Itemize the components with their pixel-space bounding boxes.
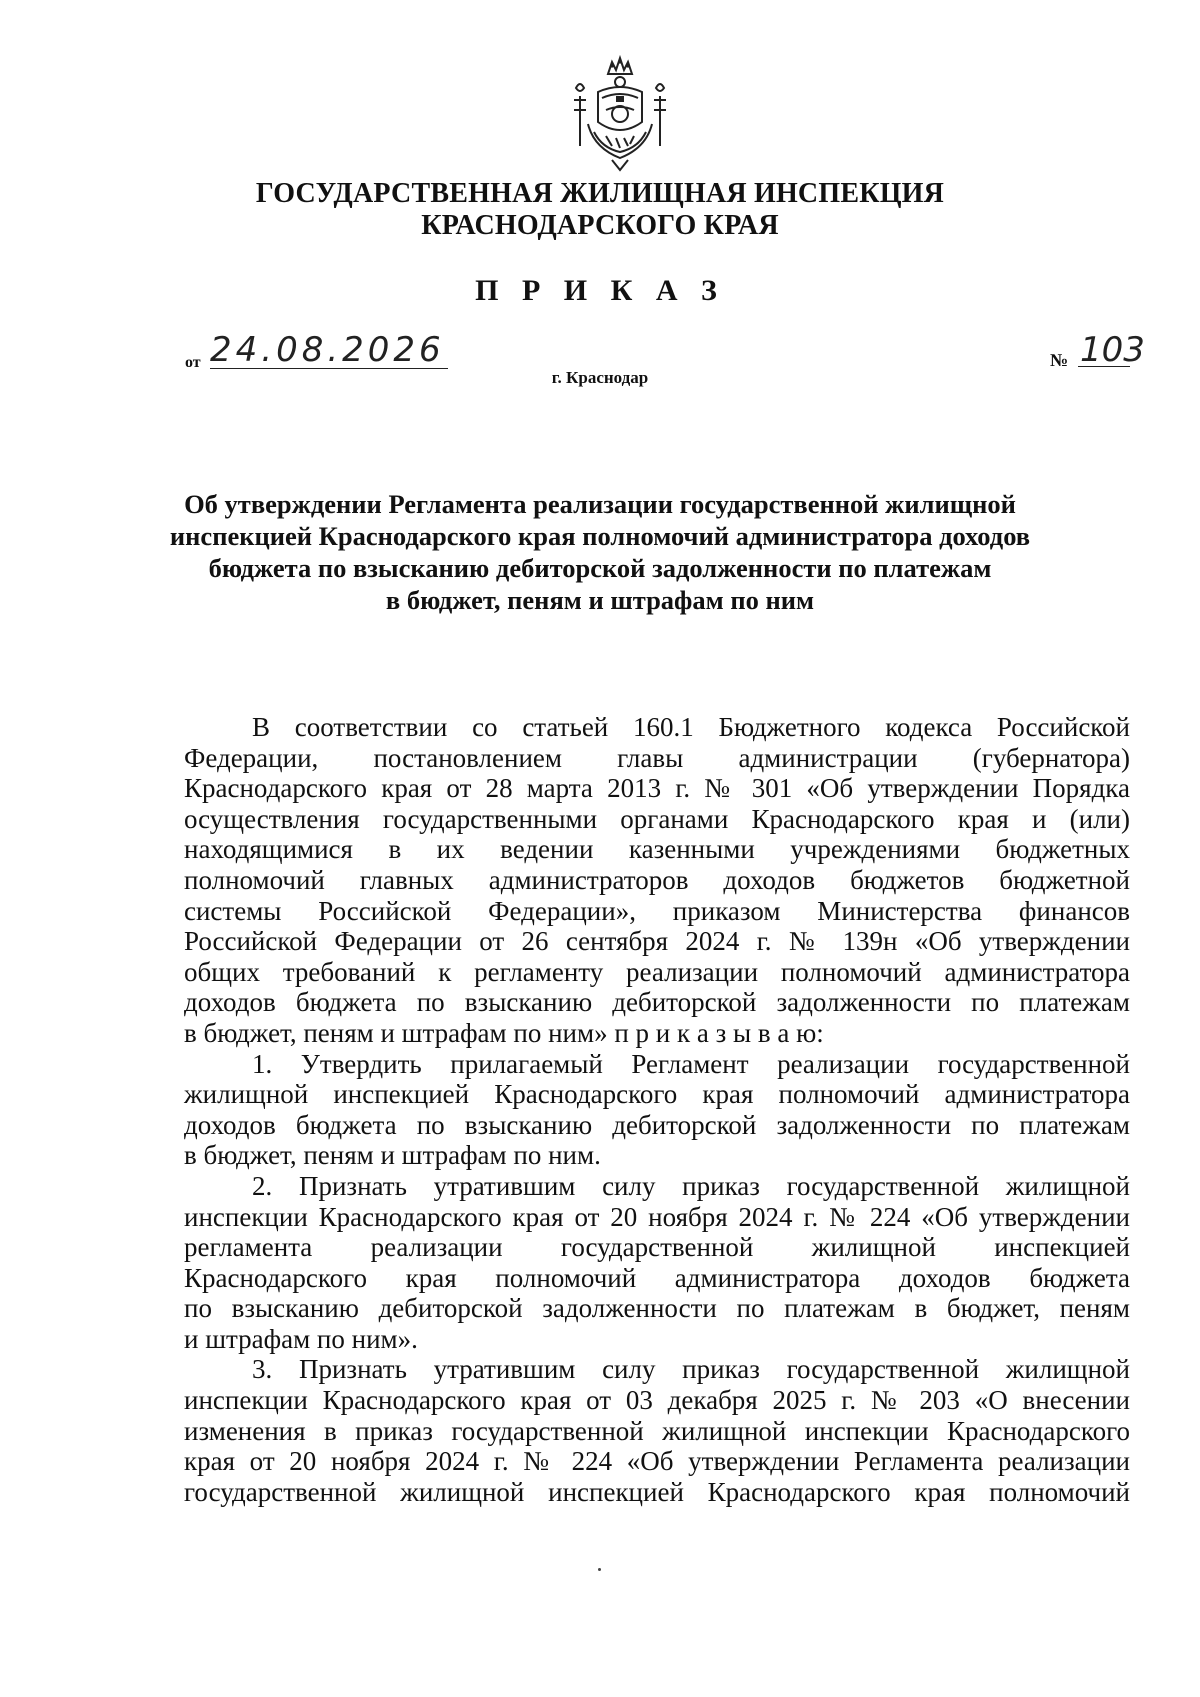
- body-text-line: регламента реализации государственной жилищной инспекцией: [184, 1232, 1130, 1263]
- body-text-line: государственной жилищной инспекцией Краснодарского края полномочий: [184, 1476, 1130, 1507]
- body-text-line: 2. Признать утратившим силу приказ государственной жилищной: [252, 1170, 1130, 1201]
- date-prefix-label: от: [185, 354, 201, 371]
- number-underline: [1078, 366, 1130, 367]
- body-text-line: края от 20 ноября 2024 г. № 224 «Об утверждении Регламента реализации: [184, 1446, 1130, 1477]
- order-title: [150, 488, 1050, 616]
- body-text-line: в бюджет, пеням и штрафам по ним.: [184, 1140, 601, 1171]
- body-text-line: по взысканию дебиторской задолженности по платежам в бюджет, пеням: [184, 1293, 1130, 1324]
- title-line: Об утверждении Регламента реализации государственной жилищной: [184, 489, 1016, 519]
- body-text-line: общих требований к регламенту реализации полномочий администратора: [184, 956, 1130, 987]
- order-body-text: [184, 712, 1130, 1507]
- body-text-line: Российской Федерации от 26 сентября 2024 г. № 139н «Об утверждении: [184, 926, 1130, 957]
- body-text-line: инспекции Краснодарского края от 20 ноября 2024 г. № 224 «Об утверждении: [184, 1201, 1130, 1232]
- handwritten-date: 24.08.2026: [210, 330, 445, 370]
- body-text-line: Федерации, постановлением главы администрации (губернатора): [184, 742, 1130, 773]
- body-text-line: полномочий главных администраторов доходов бюджетов бюджетной: [184, 864, 1130, 895]
- coat-of-arms-emblem: [550, 52, 690, 174]
- body-text-line: 3. Признать утратившим силу приказ государственной жилищной: [252, 1354, 1130, 1385]
- handwritten-number: 103: [1080, 330, 1145, 370]
- body-text-line: Краснодарского края полномочий администратора доходов бюджета: [184, 1262, 1130, 1293]
- body-text-line: системы Российской Федерации», приказом Министерства финансов: [184, 895, 1130, 926]
- document-type-heading: П Р И К А З: [475, 274, 725, 307]
- body-text-line: изменения в приказ государственной жилищной инспекции Краснодарского: [184, 1415, 1130, 1446]
- organization-name-line-2: КРАСНОДАРСКОГО КРАЯ: [421, 210, 779, 241]
- body-text-line: Краснодарского края от 28 марта 2013 г. № 301 «Об утверждении Порядка: [184, 773, 1130, 804]
- organization-name-line-1: ГОСУДАРСТВЕННАЯ ЖИЛИЩНАЯ ИНСПЕКЦИЯ: [255, 178, 945, 209]
- title-line: бюджета по взысканию дебиторской задолженности по платежам: [208, 553, 992, 583]
- number-prefix-label: №: [1050, 350, 1069, 370]
- body-text-line: 1. Утвердить прилагаемый Регламент реализации государственной: [252, 1048, 1130, 1079]
- scan-speck: [598, 1568, 601, 1571]
- body-text-line: доходов бюджета по взысканию дебиторской задолженности по платежам: [184, 1109, 1130, 1140]
- body-text-line: В соответствии со статьей 160.1 Бюджетного кодекса Российской: [252, 712, 1130, 742]
- city-label: г. Краснодар: [551, 368, 649, 387]
- body-text-line: осуществления государственными органами Краснодарского края и (или): [184, 803, 1130, 834]
- body-text-line: находящимися в их ведении казенными учреждениями бюджетных: [184, 834, 1130, 865]
- title-line: инспекцией Краснодарского края полномочий администратора доходов: [169, 521, 1031, 551]
- body-text-line: жилищной инспекцией Краснодарского края полномочий администратора: [184, 1079, 1130, 1110]
- body-text-line: доходов бюджета по взысканию дебиторской задолженности по платежам: [184, 987, 1130, 1018]
- body-text-line: в бюджет, пеням и штрафам по ним» п р и к а з ы в а ю:: [184, 1017, 824, 1048]
- body-text-line: и штрафам по ним».: [184, 1323, 418, 1354]
- body-text-line: инспекции Краснодарского края от 03 декабря 2025 г. № 203 «О внесении: [184, 1385, 1130, 1416]
- title-line: в бюджет, пеням и штрафам по ним: [385, 585, 815, 615]
